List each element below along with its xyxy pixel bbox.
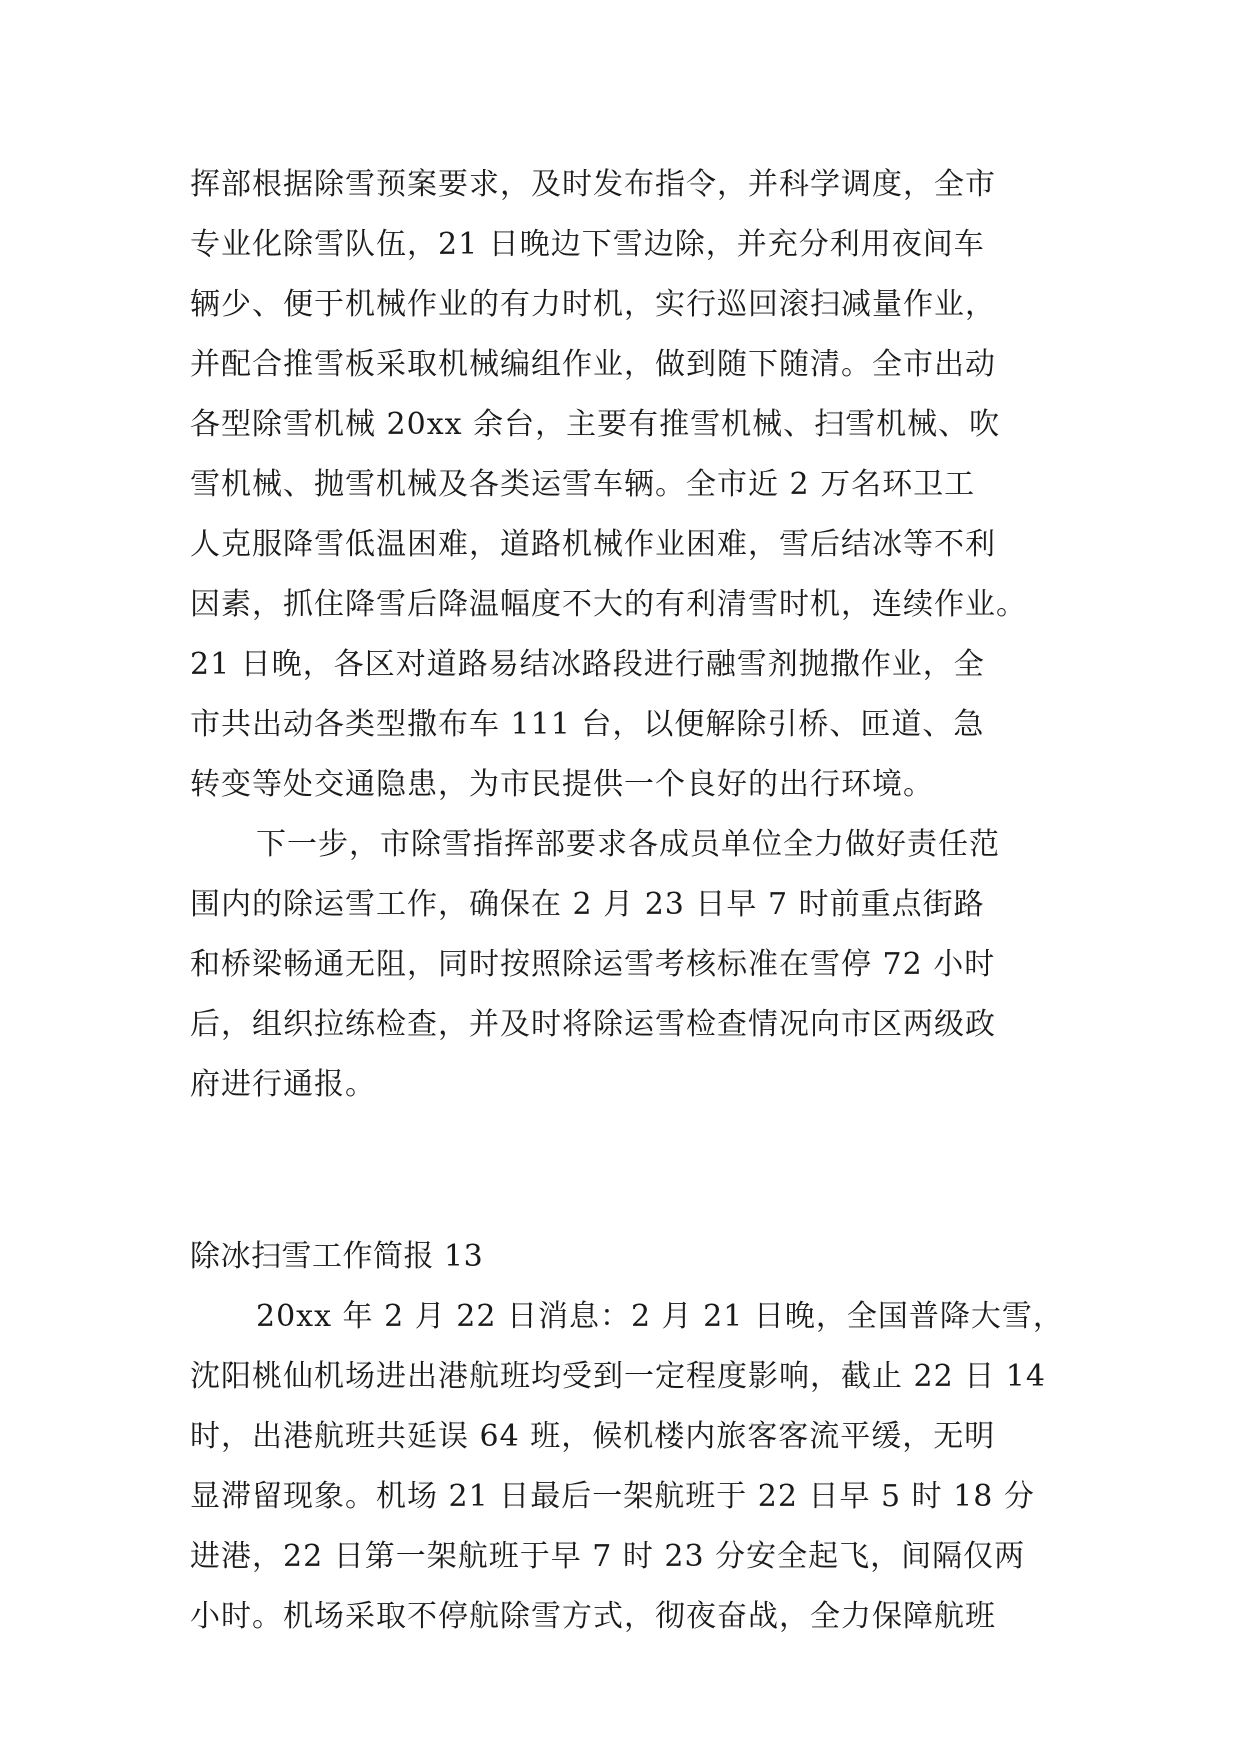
text-line: 市共出动各类型撒布车 111 台，以便解除引桥、匝道、急 [190, 707, 985, 742]
text-line: 挥部根据除雪预案要求，及时发布指令，并科学调度，全市 [190, 167, 996, 202]
text-line: 沈阳桃仙机场进出港航班均受到一定程度影响，截止 22 日 14 [190, 1359, 1046, 1394]
text-line: 和桥梁畅通无阻，同时按照除运雪考核标准在雪停 72 小时 [190, 947, 996, 982]
text-line: 时，出港航班共延误 64 班，候机楼内旅客客流平缓，无明 [190, 1419, 996, 1454]
section-title: 除冰扫雪工作简报 13 [190, 1239, 484, 1274]
text-line: 雪机械、抛雪机械及各类运雪车辆。全市近 2 万名环卫工 [190, 467, 976, 502]
text-line: 专业化除雪队伍，21 日晚边下雪边除，并充分利用夜间车 [190, 227, 985, 262]
text-line: 并配合推雪板采取机械编组作业，做到随下随清。全市出动 [190, 347, 996, 382]
text-line: 辆少、便于机械作业的有力时机，实行巡回滚扫减量作业， [190, 287, 996, 322]
paragraph-1 [190, 155, 1060, 815]
text-line: 21 日晚，各区对道路易结冰路段进行融雪剂抛撒作业，全 [190, 647, 985, 682]
text-line: 下一步，市除雪指挥部要求各成员单位全力做好责任范 [256, 827, 1000, 862]
text-line: 各型除雪机械 20xx 余台，主要有推雪机械、扫雪机械、吹 [190, 407, 1001, 442]
paragraph-2 [190, 815, 1060, 1115]
text-line: 府进行通报。 [190, 1067, 376, 1102]
text-line: 人克服降雪低温困难，道路机械作业困难，雪后结冰等不利 [190, 527, 996, 562]
text-line: 因素，抓住降雪后降温幅度不大的有利清雪时机，连续作业。 [190, 587, 1027, 622]
paragraph-3 [190, 1287, 1064, 1647]
text-line: 20xx 年 2 月 22 日消息：2 月 21 日晚，全国普降大雪， [256, 1299, 1064, 1334]
text-line: 围内的除运雪工作，确保在 2 月 23 日早 7 时前重点街路 [190, 887, 985, 922]
text-line: 进港，22 日第一架航班于早 7 时 23 分安全起飞，间隔仅两 [190, 1539, 1026, 1574]
text-line: 小时。机场采取不停航除雪方式，彻夜奋战，全力保障航班 [190, 1599, 996, 1634]
document-body [190, 155, 1064, 1647]
text-line: 后，组织拉练检查，并及时将除运雪检查情况向市区两级政 [190, 1007, 996, 1042]
section-spacer [190, 1115, 1060, 1227]
text-line: 转变等处交通隐患，为市民提供一个良好的出行环境。 [190, 767, 934, 802]
text-line: 显滞留现象。机场 21 日最后一架航班于 22 日早 5 时 18 分 [190, 1479, 1035, 1514]
